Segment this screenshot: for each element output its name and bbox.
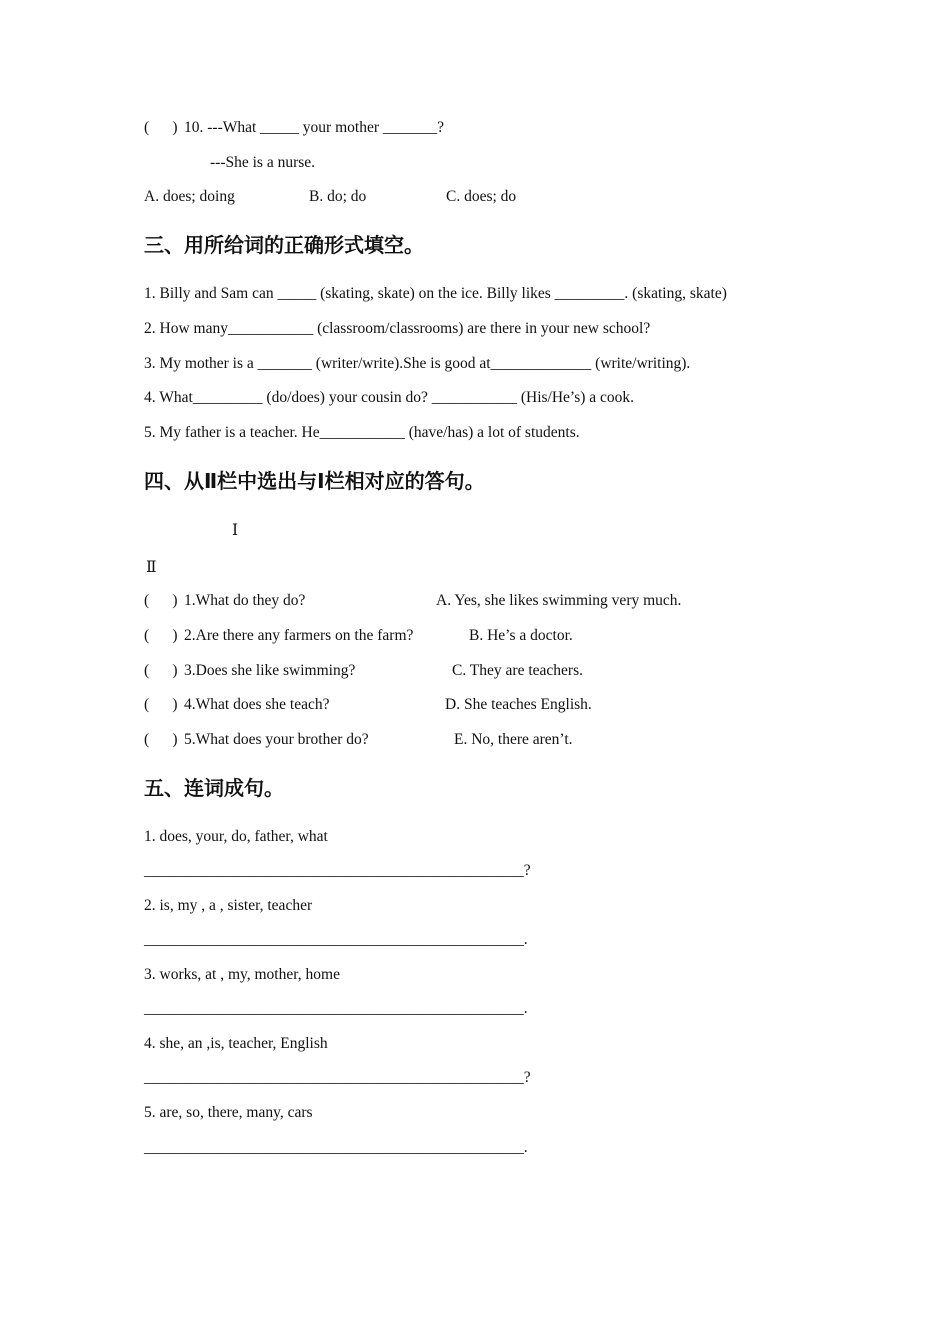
match-answer: D. She teaches English. [445,696,592,713]
word-prompt: 2. is, my , a , sister, teacher [144,897,313,914]
fill-item: 2. How many___________ (classroom/classrooms) are there in your new school? [144,320,651,337]
fill-item: 3. My mother is a _______ (writer/write).She is good at_____________ (write/writing). [144,355,691,372]
word-prompt: 1. does, your, do, father, what [144,828,328,845]
column-label-1: Ⅰ [232,522,239,539]
word-prompt: 3. works, at , my, mother, home [144,966,340,983]
fill-item: 1. Billy and Sam can _____ (skating, skate) on the ice. Billy likes _________. (skating, skate) [144,285,727,302]
match-question: 5.What does your brother do? [184,731,369,748]
match-question: 2.Are there any farmers on the farm? [184,627,414,644]
answer-line[interactable]: _________________________________________________? [144,1069,531,1086]
match-question: 3.Does she like swimming? [184,662,356,679]
option-c: C. does; do [446,188,517,205]
answer-text: ---She is a nurse. [210,154,316,171]
match-question: 4.What does she teach? [184,696,330,713]
answer-blank[interactable]: ( ) [144,627,178,644]
section-heading: 四、从Ⅱ栏中选出与Ⅰ栏相对应的答句。 [144,469,485,493]
answer-blank[interactable]: ( ) [144,662,178,679]
section-heading: 五、连词成句。 [144,776,284,800]
answer-line[interactable]: _________________________________________________. [144,1139,528,1156]
answer-blank[interactable]: ( ) [144,119,178,136]
option-a: A. does; doing [144,188,235,205]
fill-item: 4. What_________ (do/does) your cousin do? ___________ (His/He’s) a cook. [144,389,635,406]
answer-line[interactable]: _________________________________________________? [144,862,531,879]
match-answer: A. Yes, she likes swimming very much. [436,592,682,609]
section-heading: 三、用所给词的正确形式填空。 [144,233,424,257]
fill-item: 5. My father is a teacher. He___________ (have/has) a lot of students. [144,424,580,441]
word-prompt: 5. are, so, there, many, cars [144,1104,313,1121]
column-label-2: Ⅱ [146,559,157,576]
option-b: B. do; do [309,188,367,205]
answer-line[interactable]: _________________________________________________. [144,1000,528,1017]
answer-line[interactable]: _________________________________________________. [144,931,528,948]
match-answer: B. He’s a doctor. [469,627,573,644]
match-question: 1.What do they do? [184,592,306,609]
match-answer: C. They are teachers. [452,662,583,679]
answer-blank[interactable]: ( ) [144,696,178,713]
answer-blank[interactable]: ( ) [144,731,178,748]
question-text: 10. ---What _____ your mother _______? [184,119,444,136]
match-answer: E. No, there aren’t. [454,731,573,748]
word-prompt: 4. she, an ,is, teacher, English [144,1035,328,1052]
answer-blank[interactable]: ( ) [144,592,178,609]
